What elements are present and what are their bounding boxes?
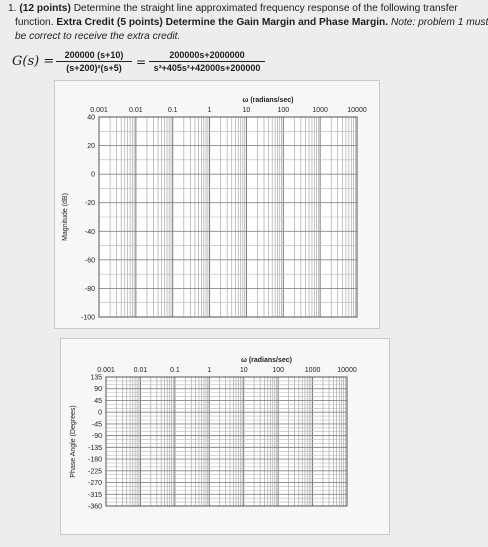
phase-y-tick-label: -45: [91, 421, 102, 429]
transfer-function: [12, 47, 312, 79]
factored-fraction: [56, 50, 132, 73]
phase-x-tick-label: 0.1: [169, 367, 180, 374]
phase-y-tick-label: 45: [94, 397, 102, 405]
magnitude-y-tick-label: -60: [84, 257, 95, 265]
phase-y-axis-title: Phase Angle (Degrees): [70, 405, 77, 478]
problem-instruction-cont: function.: [15, 17, 54, 28]
problem-instruction: Determine the straight line approximated frequency response of the following transfer: [73, 3, 458, 14]
magnitude-x-axis-title: ω (radians/sec): [242, 97, 294, 104]
problem-points: (12 points): [19, 3, 71, 14]
phase-x-axis-title: ω (radians/sec): [240, 357, 293, 364]
magnitude-y-tick-label: -80: [84, 285, 95, 293]
phase-y-tick-label: -225: [87, 468, 102, 476]
expanded-denominator: s³+405s²+42000s+200000: [153, 63, 261, 73]
phase-y-tick-label: -360: [87, 503, 102, 511]
magnitude-y-tick-label: 20: [87, 143, 95, 151]
magnitude-plot: [55, 81, 379, 328]
expanded-fraction: [149, 50, 265, 73]
problem-number: 1.: [8, 3, 17, 14]
magnitude-x-tick-label: 100: [277, 107, 290, 114]
magnitude-x-tick-label: 10: [242, 107, 251, 114]
factored-numerator: 200000 (s+10): [56, 50, 132, 62]
equals-sign: =: [136, 55, 147, 69]
problem-line-3: [8, 30, 470, 44]
magnitude-x-tick-label: 1: [207, 107, 212, 114]
phase-x-tick-label: 100: [272, 367, 284, 374]
expanded-numerator: 200000s+2000000: [149, 50, 265, 62]
phase-x-tick-label: 10: [239, 367, 248, 374]
phase-y-tick-label: -180: [87, 456, 102, 464]
phase-x-tick-label: 0.01: [133, 367, 148, 374]
magnitude-x-tick-label: 0.001: [90, 107, 108, 114]
phase-y-tick-label: -135: [87, 444, 102, 452]
magnitude-y-tick-label: 40: [87, 114, 95, 122]
factored-denominator: (s+200)²(s+5): [66, 63, 122, 73]
magnitude-y-tick-label: 0: [91, 171, 95, 179]
phase-x-tick-label: 10000: [337, 367, 357, 374]
transfer-function-lhs: G(s) =: [12, 54, 55, 69]
phase-plot-panel: [60, 338, 390, 535]
phase-x-tick-label: 1: [207, 367, 212, 374]
problem-line-1: [8, 2, 470, 16]
magnitude-y-tick-label: -40: [84, 228, 95, 236]
magnitude-x-tick-label: 10000: [347, 107, 367, 114]
phase-x-tick-label: 1000: [304, 367, 321, 374]
phase-y-tick-label: -90: [91, 433, 102, 441]
magnitude-y-tick-label: -100: [80, 314, 95, 322]
phase-plot: [61, 339, 389, 534]
note-continuation: be correct to receive the extra credit.: [15, 31, 181, 42]
phase-y-tick-label: -315: [87, 491, 102, 499]
magnitude-plot-panel: [54, 80, 380, 329]
magnitude-x-tick-label: 0.1: [167, 107, 178, 114]
phase-y-tick-label: -270: [87, 480, 102, 488]
phase-y-tick-label: 90: [94, 386, 102, 394]
problem-line-2: [8, 16, 488, 30]
magnitude-x-tick-label: 1000: [312, 107, 328, 114]
phase-y-tick-label: 0: [98, 409, 102, 417]
phase-x-tick-label: 0.001: [97, 367, 115, 374]
phase-y-tick-label: 135: [90, 374, 102, 382]
problem-statement: [8, 2, 488, 44]
magnitude-x-tick-label: 0.01: [129, 107, 143, 114]
extra-credit-text: Extra Credit (5 points) Determine the Gain Margin and Phase Margin.: [56, 17, 389, 28]
note-text: Note: problem 1 must: [390, 17, 488, 28]
magnitude-y-axis-title: Magnitude (dB): [62, 193, 69, 241]
magnitude-y-tick-label: -20: [84, 200, 95, 208]
